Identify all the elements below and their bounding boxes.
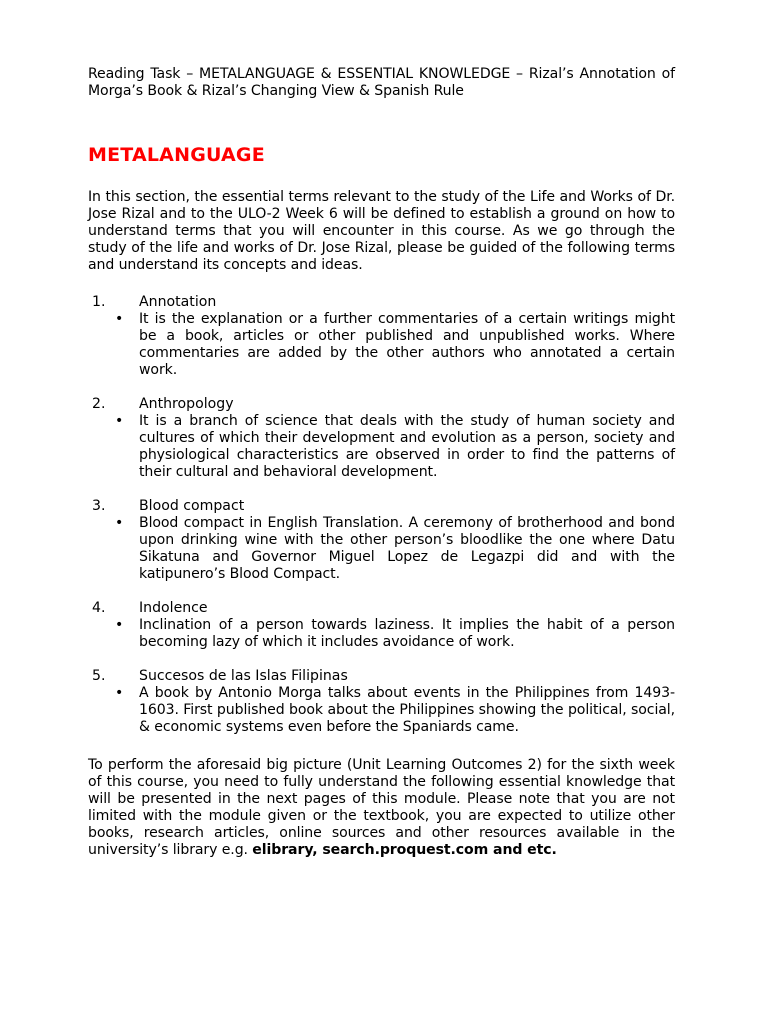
term-number: 2. [92, 396, 106, 412]
bullet-icon: • [115, 413, 124, 429]
reading-task-header: Reading Task – METALANGUAGE & ESSENTIAL KNOWLEDGE – Rizal’s Annotation of Morga’s Book & Rizal’s Changing View & Spanish Rule [88, 66, 675, 99]
term-title: Annotation [139, 294, 217, 310]
term-title: Indolence [139, 600, 208, 616]
term-definition: It is a branch of science that deals with the study of human society and cultures of which their development and evolution as a person, society and physiological characteristics are observed in order to find the patterns of their cultural and behavioral development. [139, 413, 675, 480]
term-definition: Blood compact in English Translation. A ceremony of brotherhood and bond upon drinking wine with the other person’s bloodlike the one where Datu Sikatuna and Governor Miguel Lopez de Legazpi did and with the katipunero’s Blood Compact. [139, 515, 675, 582]
closing-bold-resources: elibrary, search.proquest.com and etc. [252, 842, 557, 858]
term-definition: It is the explanation or a further commentaries of a certain writings might be a book, articles or other published and unpublished works. Where commentaries are added by the other authors who annotated a certain work. [139, 311, 675, 378]
closing-text: To perform the aforesaid big picture (Unit Learning Outcomes 2) for the sixth week of this course, you need to fully understand the following essential knowledge that will be presented in the next pages of this module. Please note that you are not limited with the module given or the textbook, you are expected to utilize other books, research articles, online sources and other resources available in the university’s library e.g. [88, 757, 675, 858]
intro-paragraph: In this section, the essential terms relevant to the study of the Life and Works of Dr. Jose Rizal and to the ULO-2 Week 6 will be defined to establish a ground on how to understand terms that you will encounter in this course. As we go through the study of the life and works of Dr. Jose Rizal, please be guided of the following terms and understand its concepts and ideas. [88, 189, 675, 273]
term-number: 1. [92, 294, 106, 310]
section-heading: METALANGUAGE [88, 144, 265, 166]
bullet-icon: • [115, 311, 124, 327]
term-definition: Inclination of a person towards laziness. It implies the habit of a person becoming lazy of which it includes avoidance of work. [139, 617, 675, 650]
term-title: Blood compact [139, 498, 245, 514]
term-number: 4. [92, 600, 106, 616]
term-number: 3. [92, 498, 106, 514]
term-title: Succesos de las Islas Filipinas [139, 668, 348, 684]
term-item-succesos [88, 668, 675, 736]
closing-paragraph [88, 757, 675, 859]
terms-list [88, 294, 675, 736]
bullet-icon: • [115, 685, 124, 701]
term-item-anthropology [88, 396, 675, 481]
term-number: 5. [92, 668, 106, 684]
term-definition: A book by Antonio Morga talks about events in the Philippines from 1493- 1603. First published book about the Philippines showing the political, social, & economic systems even before the Spaniards came. [139, 685, 675, 735]
term-title: Anthropology [139, 396, 234, 412]
bullet-icon: • [115, 515, 124, 531]
document-page [88, 66, 675, 859]
term-item-annotation [88, 294, 675, 379]
bullet-icon: • [115, 617, 124, 633]
term-item-indolence [88, 600, 675, 651]
term-item-blood-compact [88, 498, 675, 583]
